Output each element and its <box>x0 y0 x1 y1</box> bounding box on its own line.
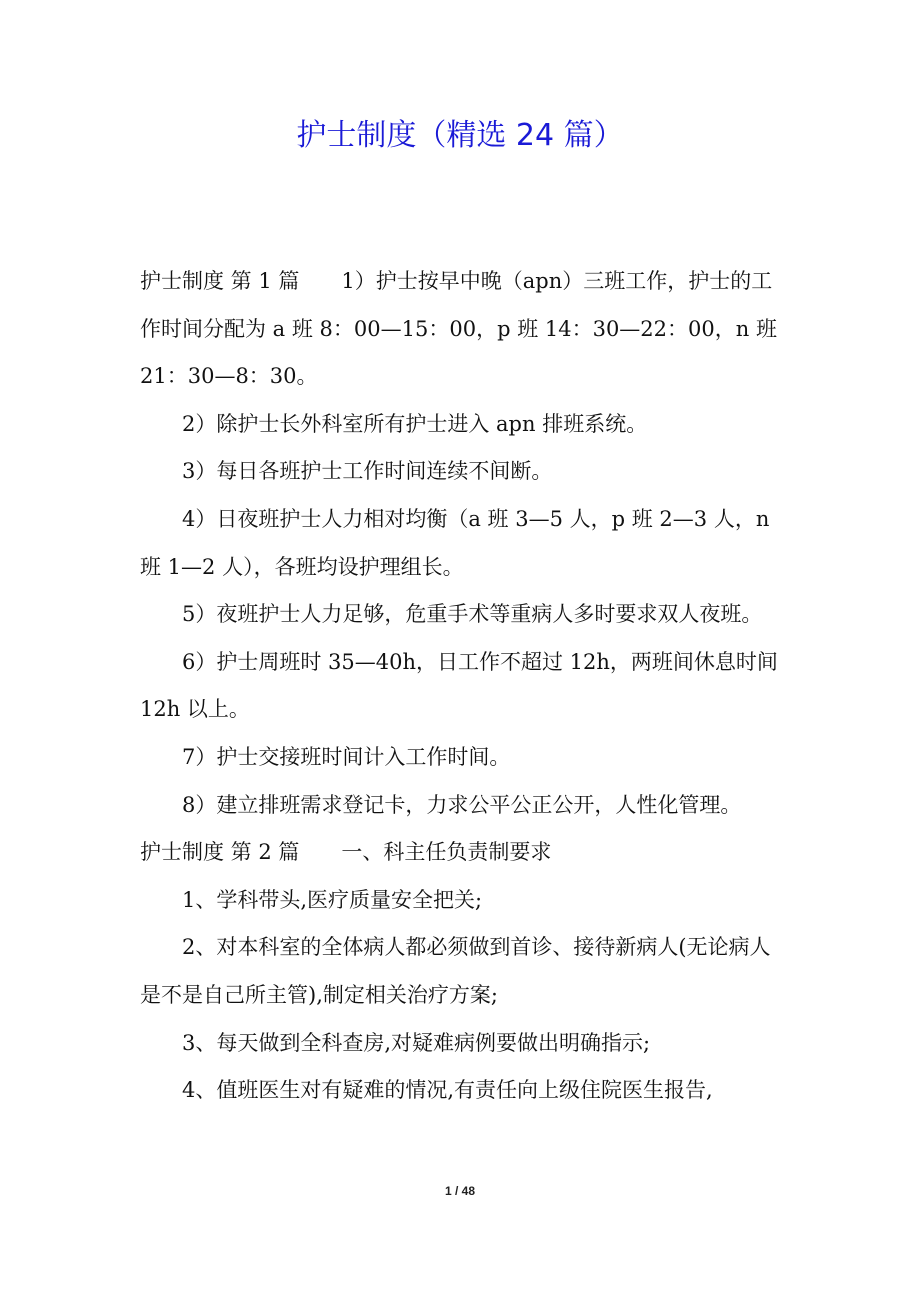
paragraph: 1、学科带头,医疗质量安全把关; <box>182 887 483 912</box>
paragraph: 4）日夜班护士人力相对均衡（a 班 3—5 人，p 班 2—3 人，n 班 1—2 人），各班均设护理组长。 <box>140 506 770 579</box>
paragraph: 2、对本科室的全体病人都必须做到首诊、接待新病人(无论病人是不是自己所主管),制定相关治疗方案; <box>140 935 771 1007</box>
section-heading-paragraph: 护士制度 第 2 篇 一、科主任负责制要求 <box>140 840 552 865</box>
paragraph: 2）除护士长外科室所有护士进入 apn 排班系统。 <box>182 411 648 436</box>
page-number: 1 / 48 <box>444 1184 476 1198</box>
paragraph: 3）每日各班护士工作时间连续不间断。 <box>182 459 553 484</box>
paragraph: 8）建立排班需求登记卡，力求公平公正公开，人性化管理。 <box>182 792 742 817</box>
document-title: 护士制度（精选 24 篇） <box>296 118 624 153</box>
paragraph: 4、值班医生对有疑难的情况,有责任向上级住院医生报告, <box>182 1078 713 1103</box>
paragraph: 3、每天做到全科查房,对疑难病例要做出明确指示; <box>182 1030 651 1055</box>
document-body <box>140 258 790 1115</box>
paragraph: 6）护士周班时 35—40h，日工作不超过 12h，两班间休息时间 12h 以上。 <box>140 649 778 722</box>
paragraph: 7）护士交接班时间计入工作时间。 <box>182 744 511 769</box>
paragraph: 护士制度 第 1 篇 1）护士按早中晚（apn）三班工作，护士的工作时间分配为 a 班 8：00—15：00，p 班 14：30—22：00，n 班 21：30—8：30。 <box>140 269 777 389</box>
paragraph: 5）夜班护士人力足够，危重手术等重病人多时要求双人夜班。 <box>182 602 763 627</box>
